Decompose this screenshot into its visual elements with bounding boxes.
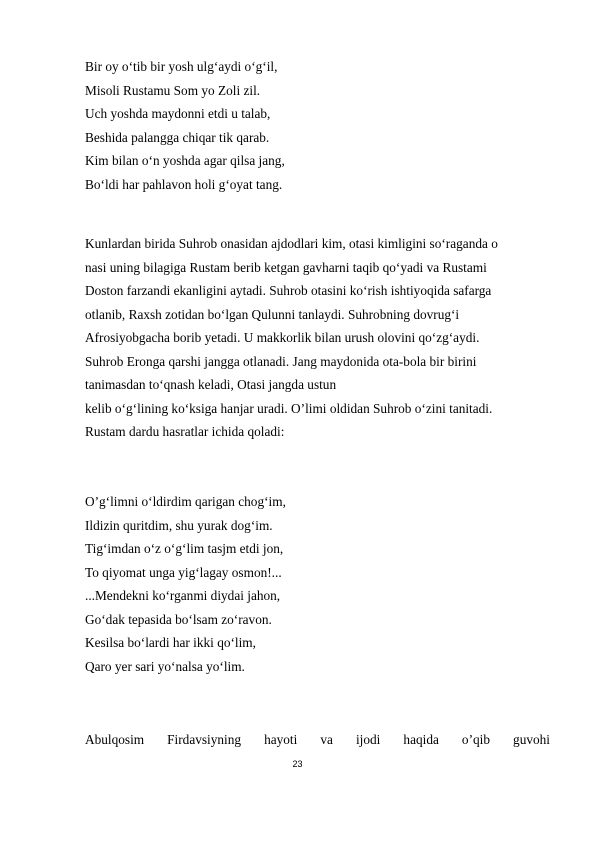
closing-word: Abulqosim — [85, 732, 145, 747]
closing-line — [85, 728, 550, 752]
closing-word: Firdavsiyning — [167, 732, 242, 747]
prose-line: kelib o‘g‘lining ko‘ksiga hanjar uradi. O’limi oldidan Suhrob o‘zini tanitadi. — [85, 400, 493, 416]
prose-line: Rustam dardu hasratlar ichida qoladi: — [85, 424, 285, 439]
closing-word: va — [320, 732, 333, 747]
closing-word: ijodi — [355, 732, 381, 747]
verse-line: Uch yoshda maydonni etdi u talab, — [85, 106, 271, 121]
verse-line: Go‘dak tepasida bo‘lsam zo‘ravon. — [85, 611, 272, 627]
prose-line: Kunlardan birida Suhrob onasidan ajdodlari kim, otasi kimligini so‘raganda o — [85, 236, 498, 251]
closing-word: guvohi — [513, 732, 550, 747]
prose-line: tanimasdan to‘qnash keladi, Otasi jangda ustun — [85, 377, 337, 392]
page-number: 23 — [292, 759, 303, 769]
verse-line: ...Mendekni ko‘rganmi diydai jahon, — [85, 588, 281, 603]
verse-line: To qiyomat unga yig‘lagay osmon!... — [85, 564, 282, 580]
verse-stanza-2 — [85, 490, 550, 678]
prose-paragraph — [85, 232, 550, 444]
verse-line: Misoli Rustamu Som yo Zoli zil. — [85, 82, 261, 98]
verse-line: Bir oy o‘tib bir yosh ulg‘aydi o‘g‘il, — [85, 59, 278, 74]
prose-line: nasi uning bilagiga Rustam berib ketgan gavharni taqib qo‘yadi va Rustami — [85, 259, 487, 275]
verse-line: Beshida palangga chiqar tik qarab. — [85, 129, 270, 145]
closing-word: haqida — [403, 732, 439, 747]
verse-stanza-1 — [85, 55, 550, 196]
verse-line: O’g‘limni o‘ldirdim qarigan chog‘im, — [85, 494, 286, 509]
closing-word: hayoti — [264, 732, 298, 747]
verse-line: Kesilsa bo‘lardi har ikki qo‘lim, — [85, 635, 256, 650]
prose-line: Doston farzandi ekanligini aytadi. Suhrob otasini ko‘rish ishtiyoqida safarga — [85, 283, 492, 298]
closing-word: o’qib — [461, 732, 490, 747]
closing-paragraph — [85, 728, 550, 752]
prose-line: otlanib, Raxsh zotidan bo‘lgan Qulunni tanlaydi. Suhrobning dovrug‘i — [85, 306, 460, 322]
verse-line: Ildizin quritdim, shu yurak dog‘im. — [85, 517, 273, 533]
prose-line: Suhrob Eronga qarshi jangga otlanadi. Jang maydonida ota-bola bir birini — [85, 353, 477, 369]
prose-line: Afrosiyobgacha borib yetadi. U makkorlik bilan urush olovini qo‘zg‘aydi. — [85, 330, 480, 345]
verse-line: Qaro yer sari yo‘nalsa yo‘lim. — [85, 658, 245, 674]
verse-line: Bo‘ldi har pahlavon holi g‘oyat tang. — [85, 176, 283, 192]
verse-line: Kim bilan o‘n yoshda agar qilsa jang, — [85, 153, 285, 168]
verse-line: Tig‘imdan o‘z o‘g‘lim tasjm etdi jon, — [85, 541, 284, 556]
